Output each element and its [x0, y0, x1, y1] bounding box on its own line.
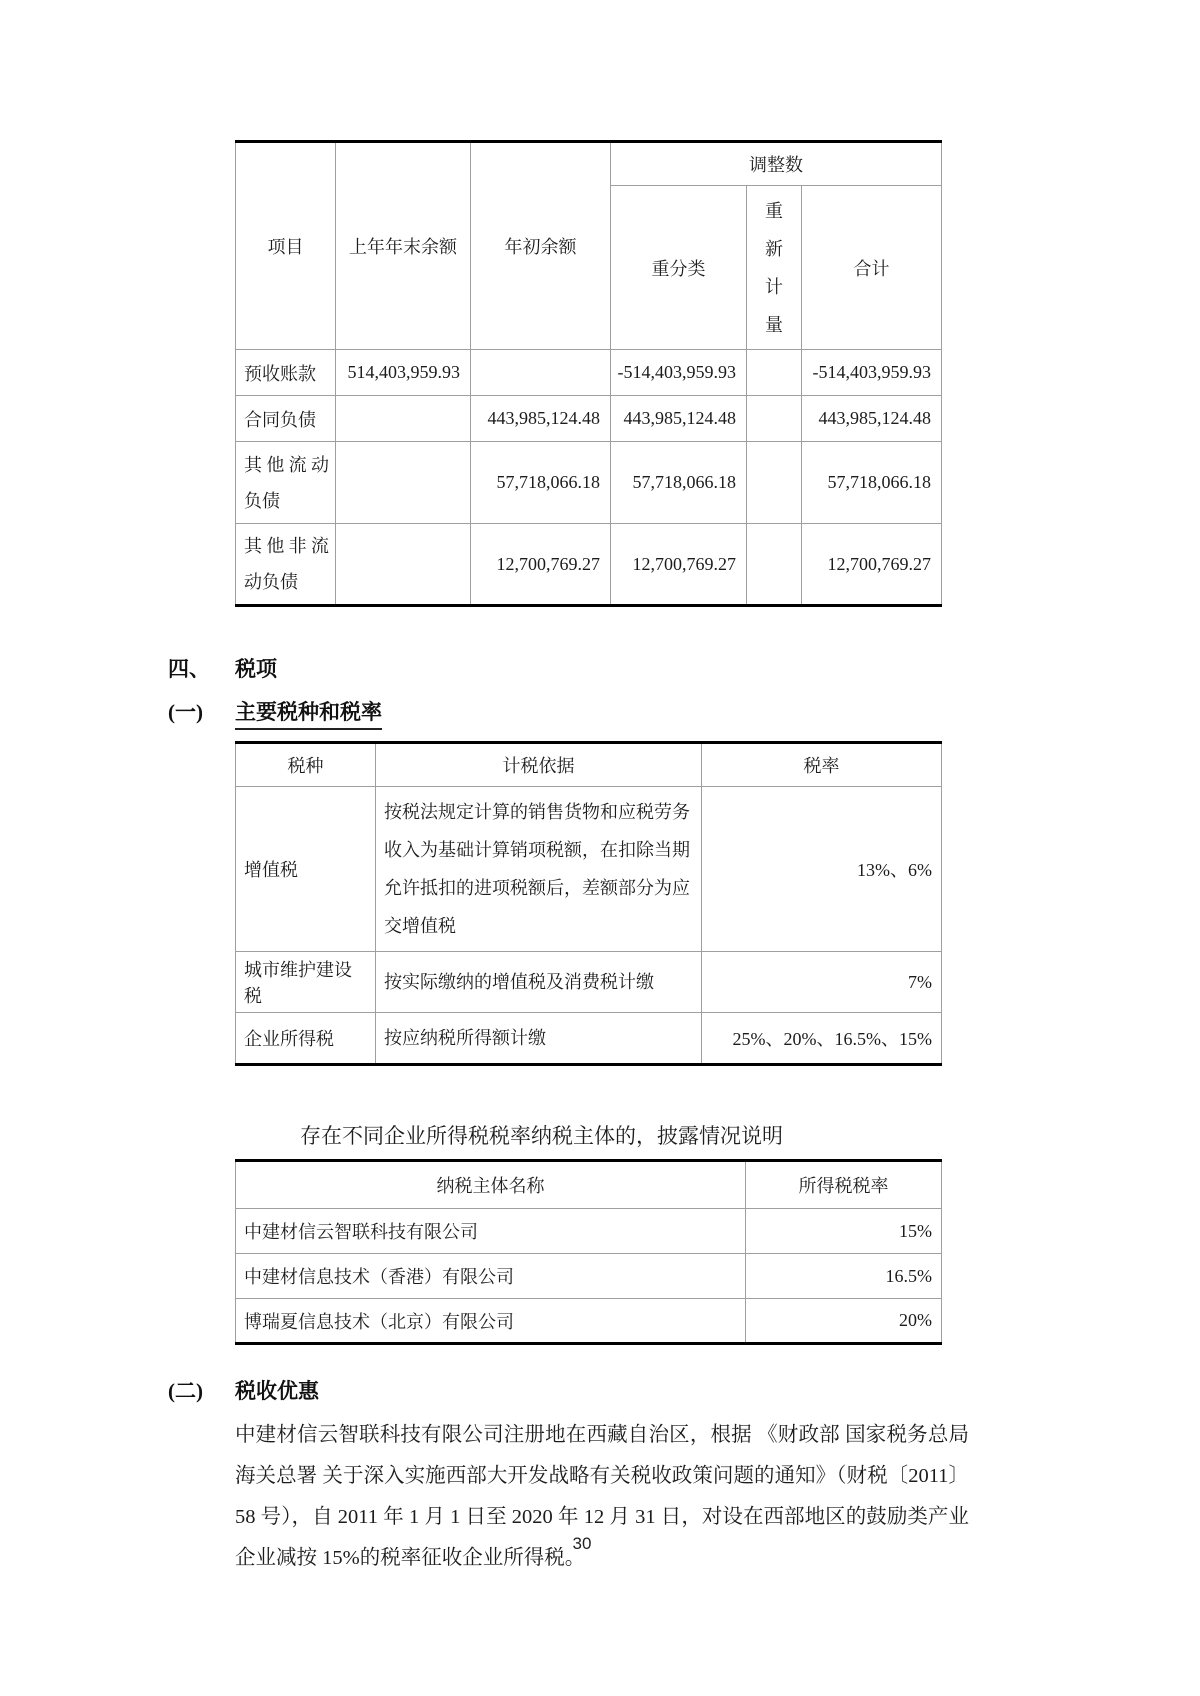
table-row [236, 1209, 942, 1254]
tax-type-cell: 企业所得税 [236, 1013, 376, 1065]
taxpayer-name-cell: 中建材信息技术（香港）有限公司 [236, 1254, 746, 1299]
col-header-item: 项目 [236, 142, 336, 350]
table-row [236, 350, 942, 396]
table-row [236, 524, 942, 606]
tax-rate-cell: 25%、20%、16.5%、15% [702, 1013, 942, 1065]
col-header-adjustments: 调整数 [611, 142, 942, 186]
taxpayer-name-cell: 博瑞夏信息技术（北京）有限公司 [236, 1299, 746, 1344]
table-row [236, 396, 942, 442]
table-cell [747, 524, 802, 606]
table-row [236, 442, 942, 524]
page-number: 30 [572, 1534, 592, 1553]
table-cell: 12,700,769.27 [802, 524, 942, 606]
table-cell [747, 350, 802, 396]
col-header-tax-type: 税种 [236, 743, 376, 787]
col-header-income-tax-rate: 所得税税率 [746, 1161, 942, 1209]
row-label: 其他非流动负债 [236, 524, 336, 606]
tax-basis-cell: 按应纳税所得额计缴 [376, 1013, 702, 1065]
table-cell [747, 442, 802, 524]
tax-rate-cell: 13%、6% [702, 787, 942, 952]
adjustment-table-header-row-1 [236, 142, 942, 186]
table-cell: 12,700,769.27 [611, 524, 747, 606]
table-cell [336, 442, 471, 524]
table-cell: 443,985,124.48 [611, 396, 747, 442]
col-header-tax-rate: 税率 [702, 743, 942, 787]
table-cell [471, 350, 611, 396]
table-cell: 57,718,066.18 [611, 442, 747, 524]
adjustment-table [235, 140, 942, 607]
col-header-reclass: 重分类 [611, 186, 747, 350]
subsection-heading-tax-incentives [0, 1375, 1200, 1405]
col-header-total: 合计 [802, 186, 942, 350]
subsection-number: (二) [168, 1379, 203, 1403]
tax-type-cell: 增值税 [236, 787, 376, 952]
table-cell [336, 524, 471, 606]
taxpayer-rate-cell: 16.5% [746, 1254, 942, 1299]
taxpayer-table [235, 1159, 942, 1345]
disclosure-caption: 存在不同企业所得税税率纳税主体的，披露情况说明 [300, 1124, 783, 1148]
table-cell: 514,403,959.93 [336, 350, 471, 396]
table-cell: 443,985,124.48 [471, 396, 611, 442]
subsection-title: 税收优惠 [235, 1379, 319, 1403]
table-cell: 443,985,124.48 [802, 396, 942, 442]
table-row [236, 1254, 942, 1299]
table-cell: -514,403,959.93 [802, 350, 942, 396]
subsection-title: 主要税种和税率 [235, 696, 382, 730]
tax-basis-cell: 按实际缴纳的增值税及消费税计缴 [376, 952, 702, 1013]
tax-rate-cell: 7% [702, 952, 942, 1013]
table-row [236, 952, 942, 1013]
col-header-remeasure: 重新计量 [747, 186, 802, 350]
table-row [236, 1299, 942, 1344]
tax-table-header-row [236, 743, 942, 787]
table-cell: 12,700,769.27 [471, 524, 611, 606]
row-label: 合同负债 [236, 396, 336, 442]
row-label: 预收账款 [236, 350, 336, 396]
section-title: 税项 [235, 657, 277, 681]
row-label: 其他流动负债 [236, 442, 336, 524]
taxpayer-name-cell: 中建材信云智联科技有限公司 [236, 1209, 746, 1254]
col-header-prev-year-end: 上年年末余额 [336, 142, 471, 350]
table-cell [336, 396, 471, 442]
tax-incentive-paragraph: 中建材信云智联科技有限公司注册地在西藏自治区，根据 《财政部 国家税务总局 海关总署 关于深入实施西部大开发战略有关税收政策问题的通知》（财税〔2011〕58 号），自 2011 年 1 月 1 日至 2020 年 12 月 31 日，对设在西部地区的鼓励类产业企业减按 15%的税率征收企业所得税。 [235, 1424, 969, 1569]
table-row [236, 787, 942, 952]
section-heading-tax [0, 653, 1200, 683]
section-number: 四、 [168, 657, 210, 681]
tax-rate-table [235, 741, 942, 1066]
subsection-heading-main-taxes [0, 696, 1200, 730]
col-header-tax-basis: 计税依据 [376, 743, 702, 787]
tax-type-cell: 城市维护建设税 [236, 952, 376, 1013]
taxpayer-rate-cell: 15% [746, 1209, 942, 1254]
table-cell [747, 396, 802, 442]
table-cell: 57,718,066.18 [802, 442, 942, 524]
table-row [236, 1013, 942, 1065]
col-header-taxpayer-name: 纳税主体名称 [236, 1161, 746, 1209]
tax-basis-cell: 按税法规定计算的销售货物和应税劳务收入为基础计算销项税额，在扣除当期允许抵扣的进项税额后，差额部分为应交增值税 [376, 787, 702, 952]
table-cell: -514,403,959.93 [611, 350, 747, 396]
col-header-year-begin: 年初余额 [471, 142, 611, 350]
taxpayer-rate-cell: 20% [746, 1299, 942, 1344]
subsection-number: (一) [168, 700, 203, 724]
table-cell: 57,718,066.18 [471, 442, 611, 524]
taxpayer-table-header-row [236, 1161, 942, 1209]
